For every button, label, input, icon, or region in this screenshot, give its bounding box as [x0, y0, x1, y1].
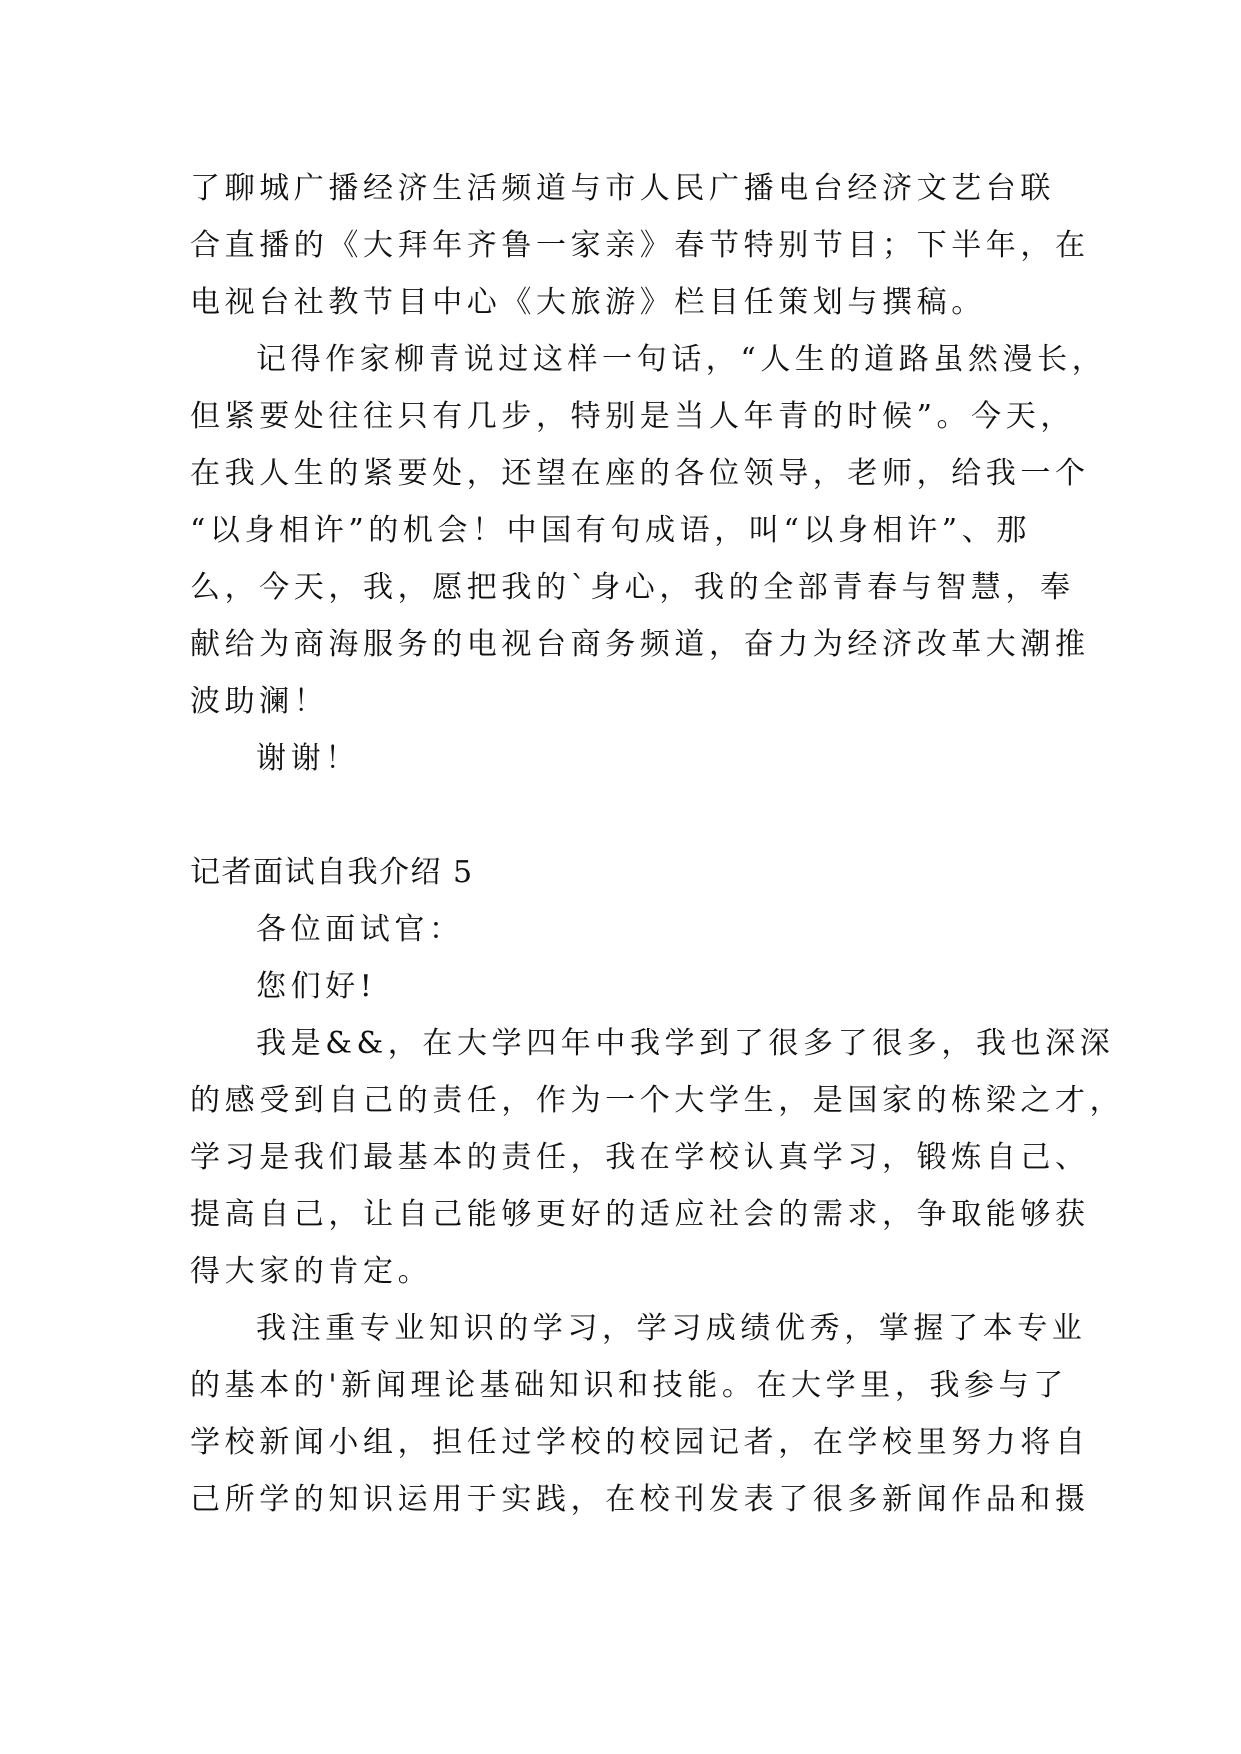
text-line: 合直播的《大拜年齐鲁一家亲》春节特别节目；下半年，在 [190, 228, 1090, 263]
hello-line: 您们好! [256, 969, 377, 1004]
thanks-line: 谢谢！ [256, 741, 360, 776]
paragraph-introduction [190, 1015, 1125, 1300]
text-line: 学校新闻小组，担任过学校的校园记者，在学校里努力将自 [190, 1425, 1090, 1460]
text-line: 献给为商海服务的电视台商务频道，奋力为经济改革大潮推 [190, 627, 1090, 662]
document-body [190, 160, 1125, 1528]
section-title: 记者面试自我介绍 5 [190, 855, 474, 890]
text-line: 记得作家柳青说过这样一句话，“人生的道路虽然漫长， [256, 342, 1107, 377]
text-line: 的基本的'新闻理论基础知识和技能。在大学里，我参与了 [190, 1368, 1068, 1403]
text-line: 学习是我们最基本的责任，我在学校认真学习，锻炼自己、 [190, 1140, 1090, 1175]
text-line: 电视台社教节目中心《大旅游》栏目任策划与撰稿。 [190, 285, 986, 320]
text-line: 了聊城广播经济生活频道与市人民广播电台经济文艺台联 [190, 171, 1055, 206]
text-line: 我是&&，在大学四年中我学到了很多了很多，我也深深 [256, 1026, 1115, 1061]
text-line: 提高自己，让自己能够更好的适应社会的需求，争取能够获 [190, 1197, 1090, 1232]
text-line: “以身相许”的机会！中国有句成语，叫“以身相许”、那 [190, 513, 1031, 548]
text-line: 我注重专业知识的学习，学习成绩优秀，掌握了本专业 [256, 1311, 1087, 1346]
text-line: 得大家的肯定。 [190, 1254, 433, 1289]
paragraph-liuqing-quote [190, 331, 1107, 730]
greeting-line: 各位面试官： [256, 912, 464, 947]
text-line: 己所学的知识运用于实践，在校刊发表了很多新闻作品和摄 [190, 1482, 1090, 1517]
text-line: 的感受到自己的责任，作为一个大学生，是国家的栋梁之才， [190, 1083, 1125, 1118]
text-line: 在我人生的紧要处，还望在座的各位领导，老师，给我一个 [190, 456, 1090, 491]
text-line: 但紧要处往往只有几步，特别是当人年青的时候”。今天， [190, 399, 1075, 434]
paragraph-continuation [190, 160, 1090, 331]
text-line: 么，今天，我，愿把我的`身心，我的全部青春与智慧，奉 [190, 570, 1075, 605]
paragraph-professional-study [190, 1300, 1090, 1528]
text-line: 波助澜！ [190, 684, 329, 719]
blank-gap [190, 787, 1050, 844]
